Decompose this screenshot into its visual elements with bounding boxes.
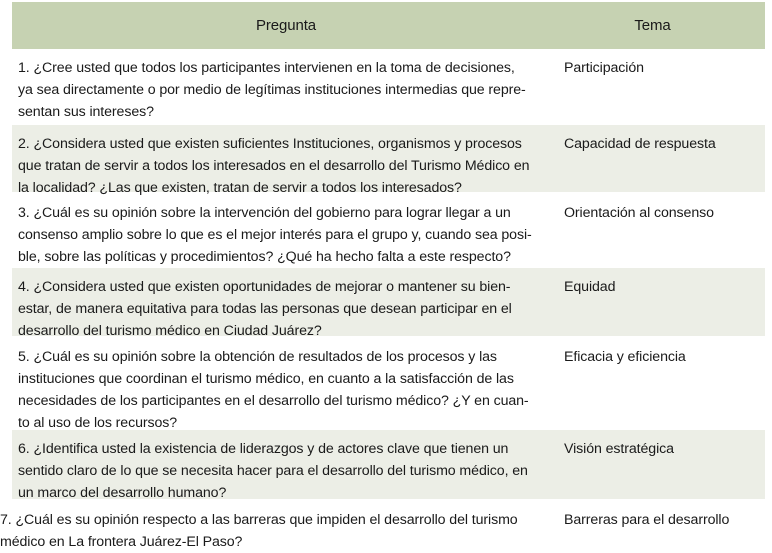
question-line: consenso amplio sobre lo que es el mejor interés para el grupo y, cuando sea posi-: [18, 227, 532, 243]
question-line: 6. ¿Identifica usted la existencia de liderazgos y de actores clave que tienen un: [18, 441, 509, 457]
header-tema: Tema: [634, 16, 671, 34]
question-line: 5. ¿Cuál es su opinión sobre la obtención de resultados de los procesos y las: [18, 349, 497, 365]
question-cell: [12, 430, 560, 499]
table-row: [0, 501, 765, 551]
topic-cell: Capacidad de respuesta: [564, 136, 716, 152]
table-row: [12, 194, 765, 268]
question-line: estar, de manera equitativa para todas las personas que desean participar en el: [18, 301, 512, 317]
topic-cell: Orientación al consenso: [564, 205, 714, 221]
question-line: to al uso de los recursos?: [18, 415, 178, 431]
topic-cell: Participación: [564, 60, 644, 76]
question-line: necesidades de los participantes en el desarrollo del turismo médico? ¿Y en cuan-: [18, 393, 529, 409]
question-line: ble, sobre las políticas y procedimientos? ¿Qué ha hecho falta a este respecto?: [18, 249, 511, 265]
questions-table: [0, 2, 765, 551]
question-line: instituciones que coordinan el turismo médico, en cuanto a la satisfacción de las: [18, 371, 514, 387]
question-line: ya sea directamente o por medio de legítimas instituciones intermedias que repre-: [18, 82, 526, 98]
question-line: la localidad? ¿Las que existen, tratan de servir a todos los interesados?: [18, 180, 462, 196]
question-line: 1. ¿Cree usted que todos los participantes intervienen en la toma de decisiones,: [18, 60, 515, 76]
question-cell: [12, 125, 560, 196]
question-cell: [12, 194, 560, 266]
question-line: un marco del desarrollo humano?: [18, 485, 227, 501]
question-cell: [12, 268, 560, 339]
question-line: médico en La frontera Juárez-El Paso?: [0, 534, 243, 550]
question-line: 4. ¿Considera usted que existen oportunidades de mejorar o mantener su bien-: [18, 279, 511, 295]
question-cell: [0, 501, 560, 549]
table-row: [12, 430, 765, 501]
question-line: 3. ¿Cuál es su opinión sobre la intervención del gobierno para lograr llegar a un: [18, 205, 511, 221]
question-cell: [12, 338, 560, 431]
topic-cell: Equidad: [564, 279, 616, 295]
question-line: sentan sus intereses?: [18, 104, 154, 120]
table-header: [12, 2, 765, 49]
question-line: desarrollo del turismo médico en Ciudad Juárez?: [18, 323, 322, 339]
table-row: [12, 49, 765, 125]
question-line: 2. ¿Considera usted que existen suficientes Instituciones, organismos y procesos: [18, 136, 522, 152]
topic-cell: Barreras para el desarrollo: [564, 512, 730, 528]
header-pregunta: Pregunta: [255, 16, 317, 34]
table-row: [12, 338, 765, 430]
table-row: [12, 125, 765, 194]
topic-cell: Eficacia y eficiencia: [564, 349, 686, 365]
question-line: sentido claro de lo que se necesita hacer para el desarrollo del turismo médico, en: [18, 463, 528, 479]
question-line: 7. ¿Cuál es su opinión respecto a las barreras que impiden el desarrollo del turismo: [0, 512, 518, 528]
table-row: [12, 268, 765, 338]
topic-cell: Visión estratégica: [564, 441, 674, 457]
question-line: que tratan de servir a todos los interesados en el desarrollo del Turismo Médico en: [18, 158, 530, 174]
question-cell: [12, 49, 560, 123]
